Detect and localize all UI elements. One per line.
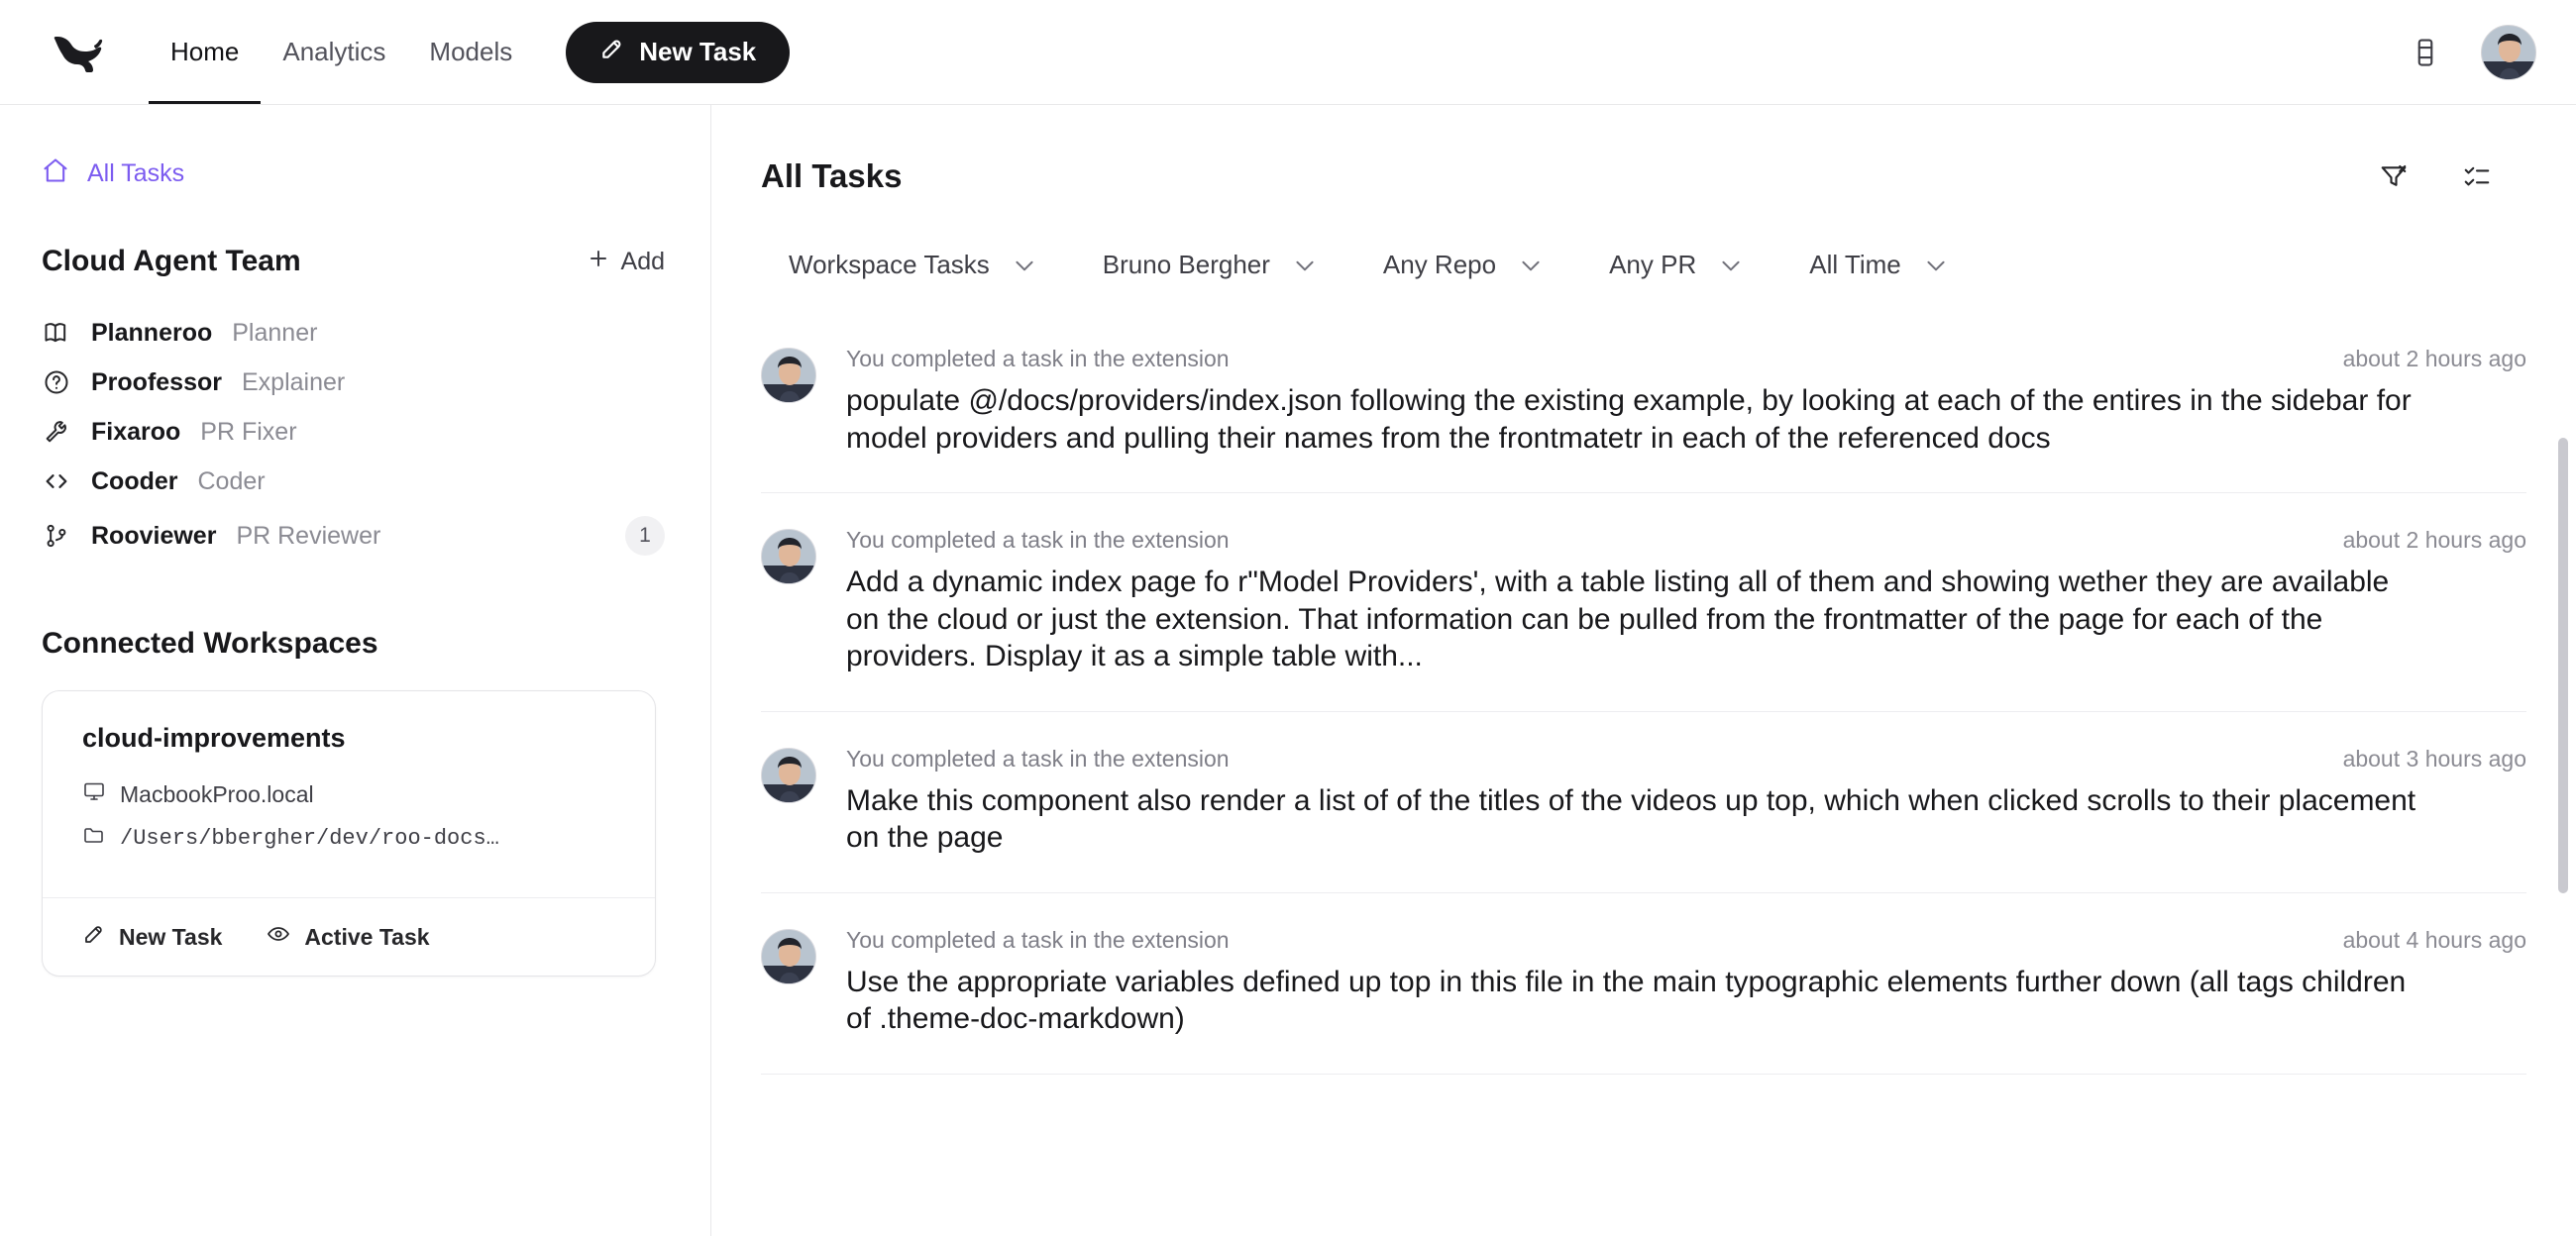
page-title: All Tasks (761, 157, 903, 194)
sidebar-item-fixaroo[interactable] (42, 407, 665, 457)
nav-item-models-label: Models (429, 37, 513, 66)
agent-name: Proofessor (91, 367, 222, 396)
home-icon (42, 156, 69, 191)
agent-name: Rooviewer (91, 521, 217, 550)
sidebar-item-rooviewer[interactable] (42, 506, 665, 566)
task-row[interactable] (761, 893, 2526, 1075)
add-agent-label: Add (620, 247, 665, 275)
cloud-agent-team-header (42, 245, 665, 278)
workspace-active-task-button[interactable] (266, 922, 429, 952)
filter-repo-label: Any Repo (1382, 250, 1497, 279)
workspace-card-body (43, 691, 655, 897)
sidebar (0, 105, 711, 1236)
compose-icon (599, 36, 625, 68)
task-row[interactable] (761, 493, 2526, 712)
sidebar-all-tasks-label: All Tasks (87, 159, 185, 187)
workspace-host-label: MacbookProo.local (120, 780, 314, 807)
new-task-button[interactable] (566, 22, 790, 83)
sidebar-item-proofessor[interactable] (42, 358, 665, 407)
task-timestamp: about 2 hours ago (2342, 346, 2526, 371)
folder-icon (82, 823, 106, 854)
top-bar (0, 0, 2576, 105)
main-header-actions (2372, 154, 2499, 198)
filter-pr[interactable] (1581, 240, 1771, 290)
question-circle-icon (42, 367, 71, 397)
task-text: Add a dynamic index page fo r"Model Providers', with a table listing all of them and showing wether they are available on the cloud or just the extension. That information can be pulled from the frontmatter of the page for each of the providers. Display it as a simple table with... (846, 566, 2390, 672)
agent-role: Explainer (241, 367, 346, 396)
connected-workspaces-title: Connected Workspaces (42, 627, 378, 660)
sidebar-item-cooder[interactable] (42, 457, 665, 506)
filter-workspace-tasks[interactable] (761, 240, 1065, 290)
chevron-down-icon (1518, 253, 1544, 278)
task-row[interactable] (761, 316, 2526, 493)
workspace-path-label: /Users/bbergher/dev/roo-docs… (120, 826, 499, 851)
code-brackets-icon (42, 466, 71, 496)
main-scrollbar[interactable] (2558, 438, 2568, 893)
book-icon (42, 318, 71, 348)
workspace-card[interactable] (42, 690, 656, 977)
filter-bar (711, 198, 2576, 290)
workspace-host (82, 779, 615, 809)
eye-icon (266, 922, 291, 952)
sidebar-item-all-tasks[interactable] (42, 156, 665, 191)
plus-icon (587, 247, 610, 277)
cloud-agent-team-title: Cloud Agent Team (42, 245, 301, 277)
task-text: populate @/docs/providers/index.json following the existing example, by looking at each of the entires in the sidebar for model providers and pulling their names from the frontmatetr in each of the referenced docs (846, 384, 2412, 455)
kangaroo-logo[interactable] (50, 28, 115, 77)
main-nav (149, 0, 534, 104)
nav-item-models[interactable] (407, 0, 534, 104)
new-task-button-label: New Task (639, 37, 757, 66)
add-agent-button[interactable] (587, 247, 665, 277)
checklist-icon[interactable] (2455, 154, 2499, 198)
task-subtitle: You completed a task in the extension (846, 346, 1230, 371)
status-badge: 1 (625, 516, 665, 556)
compose-icon (82, 922, 106, 952)
filter-repo[interactable] (1355, 240, 1571, 290)
wrench-icon (42, 417, 71, 447)
nav-item-analytics[interactable] (261, 0, 407, 104)
nav-item-analytics-label: Analytics (282, 37, 386, 66)
agent-role: PR Reviewer (236, 521, 381, 550)
avatar[interactable] (2481, 25, 2536, 80)
task-subtitle: You completed a task in the extension (846, 527, 1230, 553)
git-branch-icon (42, 521, 71, 551)
task-subtitle: You completed a task in the extension (846, 926, 1230, 953)
main-content (711, 105, 2576, 1236)
workspace-card-actions (43, 897, 655, 976)
task-timestamp: about 2 hours ago (2342, 527, 2526, 553)
avatar (761, 748, 816, 803)
chevron-down-icon (1292, 253, 1318, 278)
workspace-new-task-label: New Task (119, 923, 223, 950)
avatar (761, 348, 816, 403)
task-subtitle: You completed a task in the extension (846, 745, 1230, 772)
task-list (711, 316, 2576, 1075)
monitor-icon (82, 779, 106, 809)
avatar (761, 929, 816, 984)
task-text: Use the appropriate variables defined up top in this file in the main typographic elements further down (all tags children of .theme-doc-markdown) (846, 965, 2407, 1035)
filter-time[interactable] (1781, 240, 1976, 290)
nav-item-home-label: Home (170, 37, 240, 66)
agent-role: Coder (197, 466, 266, 495)
filter-workspace-tasks-label: Workspace Tasks (789, 250, 990, 279)
workspace-new-task-button[interactable] (82, 922, 222, 952)
chevron-down-icon (1012, 253, 1037, 278)
agent-role: PR Fixer (200, 417, 297, 446)
workspace-active-task-label: Active Task (304, 923, 430, 950)
filter-user-label: Bruno Bergher (1102, 250, 1270, 279)
sidebar-item-planneroo[interactable] (42, 308, 665, 358)
workspace-name: cloud-improvements (82, 723, 346, 753)
workspace-path (82, 823, 615, 854)
task-timestamp: about 3 hours ago (2342, 745, 2526, 772)
task-row[interactable] (761, 712, 2526, 893)
top-bar-right (2404, 25, 2536, 80)
chevron-down-icon (1923, 253, 1949, 278)
nav-item-home[interactable] (149, 0, 261, 104)
filter-user[interactable] (1075, 240, 1345, 290)
agent-name: Planneroo (91, 318, 213, 347)
avatar (761, 529, 816, 584)
inbox-icon[interactable] (2404, 31, 2447, 74)
filter-icon[interactable] (2372, 154, 2415, 198)
chevron-down-icon (1718, 253, 1744, 278)
agent-name: Cooder (91, 466, 178, 495)
agent-role: Planner (232, 318, 318, 347)
main-header (711, 105, 2576, 198)
task-timestamp: about 4 hours ago (2342, 926, 2526, 953)
task-text: Make this component also render a list of of the titles of the videos up top, which when clicked scrolls to their placement on the page (846, 783, 2416, 854)
filter-time-label: All Time (1809, 250, 1901, 279)
agent-name: Fixaroo (91, 417, 181, 446)
app-body (0, 105, 2576, 1236)
filter-pr-label: Any PR (1609, 250, 1697, 279)
